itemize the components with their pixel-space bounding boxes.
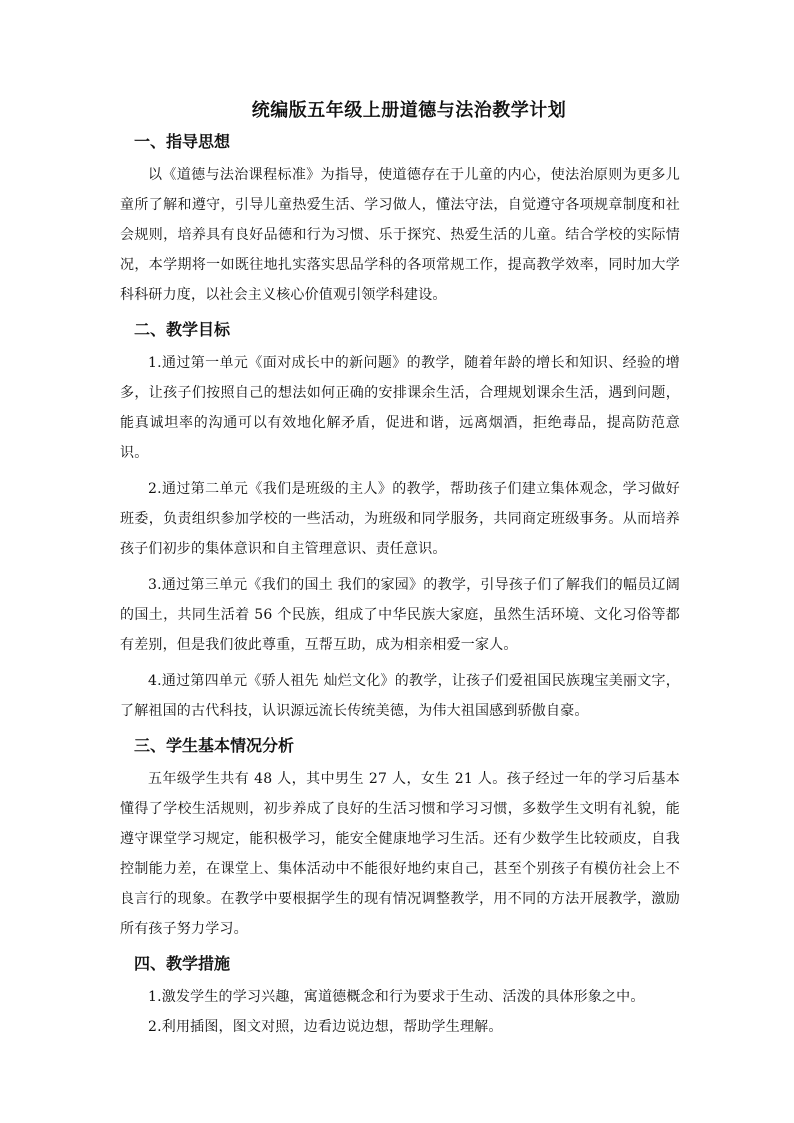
paragraph: 1.激发学生的学习兴趣，寓道德概念和行为要求于生动、活泼的具体形象之中。 — [148, 989, 645, 1005]
paragraph: 3.通过第三单元《我们的国土 我们的家园》的教学，引导孩子们了解我们的幅员辽阔的国土，共同生活着 56 个民族，组成了中华民族大家庭，虽然生活环境、文化习俗等都有差别，但是我们彼此尊重，互帮互助，成为相亲相爱一家人。 — [120, 577, 680, 653]
paragraph: 2.利用插图，图文对照，边看边说边想，帮助学生理解。 — [148, 1019, 503, 1035]
section-heading-student-analysis: 三、学生基本情况分析 — [134, 736, 295, 755]
paragraph: 4.通过第四单元《骄人祖先 灿烂文化》的教学，让孩子们爱祖国民族瑰宝美丽文字，了解祖国的古代科技，认识源远流长传统美德，为伟大祖国感到骄傲自豪。 — [120, 673, 680, 719]
paragraph: 五年级学生共有 48 人，其中男生 27 人，女生 21 人。孩子经过一年的学习后基本懂得了学校生活规则，初步养成了良好的生活习惯和学习习惯，多数学生文明有礼貌，能遵守课堂学习规定，能积极学习，能安全健康地学习生活。还有少数学生比较顽皮，自我控制能力差，在课堂上、集体活动中不能很好地约束自己，甚至个别孩子有模仿社会上不良言行的现象。在教学中要根据学生的现有情况调整教学，用不同的方法开展教学，激励所有孩子努力学习。 — [120, 771, 680, 937]
paragraph: 以《道德与法治课程标准》为指导，使道德存在于儿童的内心，使法治原则为更多儿童所了解和遵守，引导儿童热爱生活、学习做人，懂法守法，自觉遵守各项规章制度和社会规则，培养具有良好品德和行为习惯、乐于探究、热爱生活的儿童。结合学校的实际情况，本学期将一如既往地扎实落实思品学科的各项常规工作，提高教学效率，同时加大学科科研力度，以社会主义核心价值观引领学科建设。 — [120, 167, 680, 303]
section-heading-teaching-goals: 二、教学目标 — [134, 320, 231, 339]
section-heading-guiding-ideology: 一、指导思想 — [134, 132, 231, 151]
document-title: 统编版五年级上册道德与法治教学计划 — [251, 100, 567, 121]
paragraph: 1.通过第一单元《面对成长中的新问题》的教学，随着年龄的增长和知识、经验的增多，让孩子们按照自己的想法如何正确的安排课余生活，合理规划课余生活，遇到问题，能真诚坦率的沟通可以有效地化解矛盾，促进和谐，远离烟酒，拒绝毒品，提高防范意识。 — [120, 355, 680, 461]
document-body — [120, 96, 680, 1042]
paragraph: 2.通过第二单元《我们是班级的主人》的教学，帮助孩子们建立集体观念，学习做好班委，负责组织参加学校的一些活动，为班级和同学服务，共同商定班级事务。从而培养孩子们初步的集体意识和自主管理意识、责任意识。 — [120, 481, 680, 557]
section-heading-teaching-measures: 四、教学措施 — [134, 954, 231, 973]
